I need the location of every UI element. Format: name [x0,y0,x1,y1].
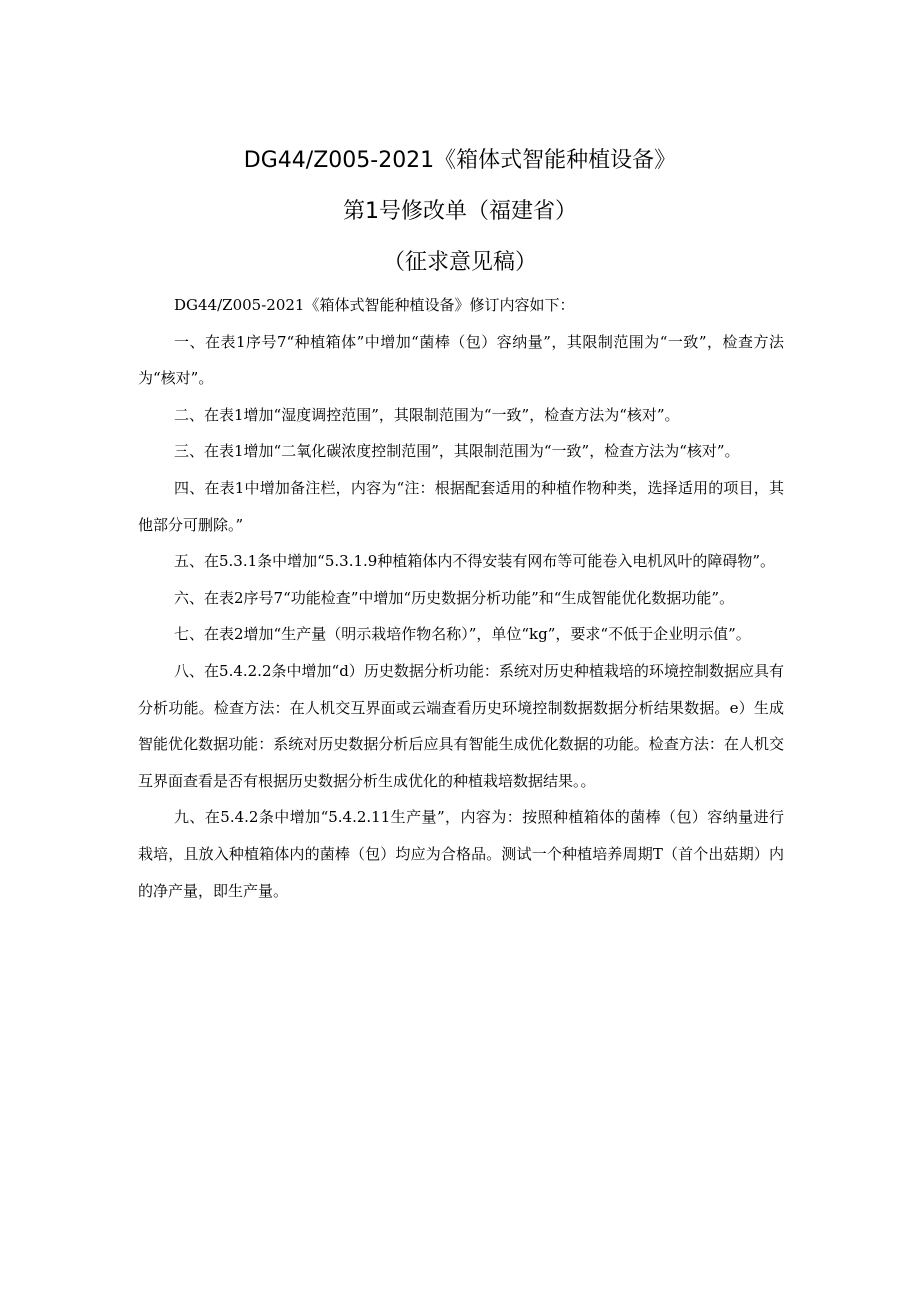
amendment-item-3: 三、在表1增加“二氧化碳浓度控制范围”，其限制范围为“一致”，检查方法为“核对”。 [174,442,740,461]
document-title: DG44/Z005-2021《箱体式智能种植设备》 [243,148,677,173]
amendment-item-9: 九、在5.4.2条中增加“5.4.2.11生产量”，内容为：按照种植箱体的菌棒（包）容纳量进行栽培，且放入种植箱体内的菌棒（包）均应为合格品。测试一个种植培养周期T（首个出菇期）内的净产量，即生产量。 [138,808,784,900]
amendment-item-8: 八、在5.4.2.2条中增加“d）历史数据分析功能：系统对历史种植栽培的环境控制数据应具有分析功能。检查方法：在人机交互界面或云端查看历史环境控制数据数据分析结果数据。e）生成智能优化数据功能：系统对历史数据分析后应具有智能生成优化数据的功能。检查方法：在人机交互界面查看是否有根据历史数据分析生成优化的种植栽培数据结果。。 [138,661,784,790]
document-body [138,287,784,909]
amendment-item-5: 五、在5.3.1条中增加“5.3.1.9种植箱体内不得安装有网布等可能卷入电机风叶的障碍物”。 [174,552,775,571]
amendment-item-2: 二、在表1增加“湿度调控范围”，其限制范围为“一致”，检查方法为“核对”。 [174,405,680,424]
amendment-item-1: 一、在表1序号7“种植箱体”中增加“菌棒（包）容纳量”，其限制范围为“一致”，检查方法为“核对”。 [138,332,784,388]
amendment-item-7: 七、在表2增加“生产量（明示栽培作物名称）”，单位“kg”，要求“不低于企业明示值”。 [174,625,751,644]
amendment-title: 第1号修改单（福建省） [343,199,577,224]
amendment-item-6: 六、在表2序号7“功能检查”中增加“历史数据分析功能”和“生成智能优化数据功能”。 [174,588,735,607]
amendment-item-4: 四、在表1中增加备注栏，内容为“注：根据配套适用的种植作物种类，选择适用的项目，其他部分可删除。” [138,478,784,534]
draft-label: （征求意见稿） [382,250,537,275]
intro-paragraph: DG44/Z005-2021《箱体式智能种植设备》修订内容如下： [174,296,575,314]
